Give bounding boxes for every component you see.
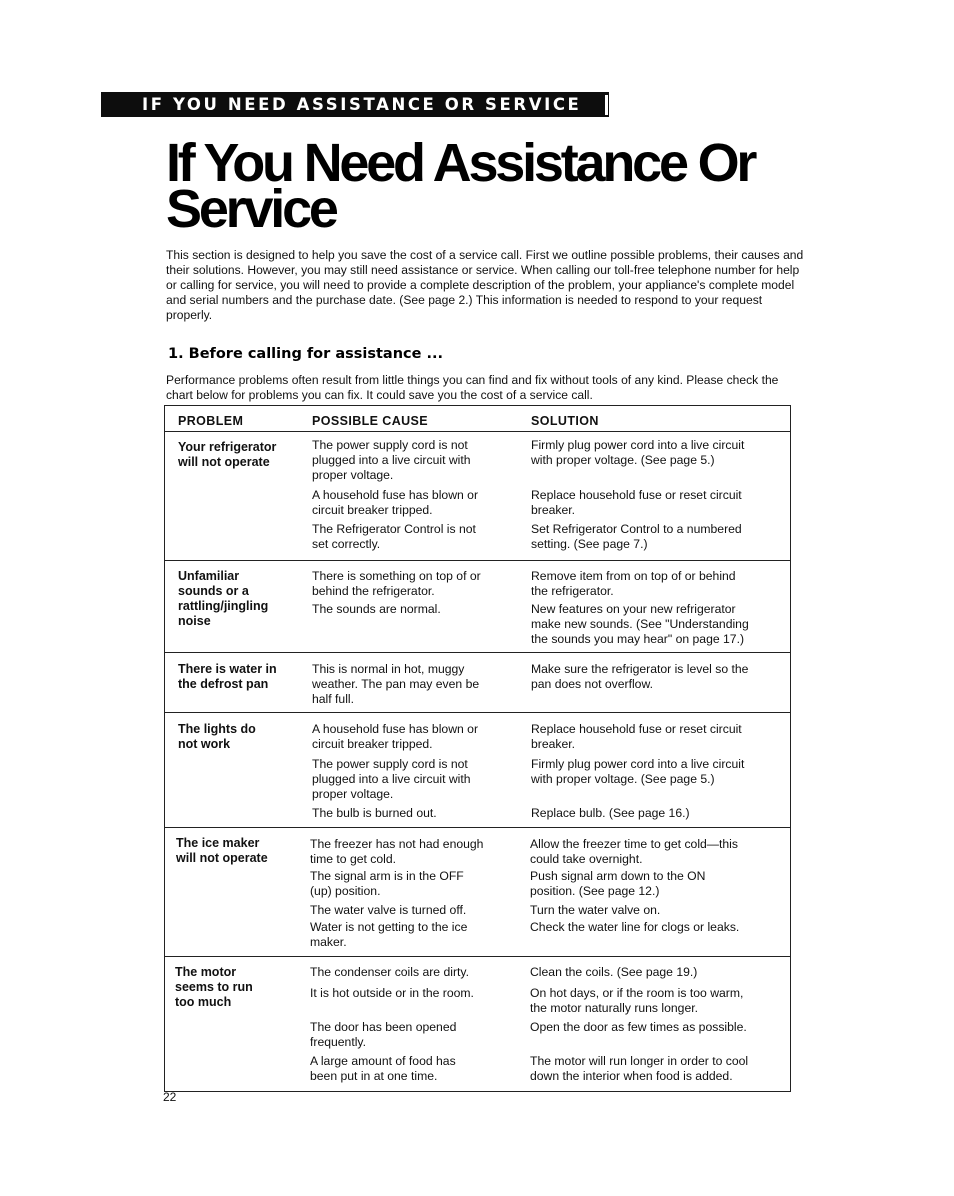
intro-paragraph: This section is designed to help you save the cost of a service call. First we outline possible problems, their causes and their solutions. However, you may still need assistance or service. When calling our toll-free telephone number for help or calling for service, you will need to provide a complete description of the problem, your appliance's complete model and serial numbers and the purchase date. (See page 2.) This information is needed to respond to your request properly. <box>166 248 804 322</box>
row-divider <box>165 827 790 828</box>
row-divider <box>165 956 790 957</box>
cause-cell: The water valve is turned off. <box>310 903 467 917</box>
solution-cell: The motor will run longer in order to cool down the interior when food is added. <box>530 1054 749 1083</box>
solution-cell: Turn the water valve on. <box>530 903 661 917</box>
header-possible-cause: POSSIBLE CAUSE <box>312 414 429 428</box>
cause-cell: The Refrigerator Control is not set correctly. <box>312 522 476 551</box>
solution-cell: Make sure the refrigerator is level so the pan does not overflow. <box>531 662 749 691</box>
header-solution: SOLUTION <box>531 414 599 428</box>
row-divider <box>165 560 790 561</box>
solution-cell: Push signal arm down to the ON position. (See page 12.) <box>530 869 706 898</box>
header-problem: PROBLEM <box>178 414 244 428</box>
problem-motor-runs-too-much: The motor seems to run too much <box>175 965 253 1009</box>
solution-cell: Clean the coils. (See page 19.) <box>530 965 698 979</box>
section-heading: 1. Before calling for assistance ... <box>168 346 444 362</box>
cause-cell: A household fuse has blown or circuit breaker tripped. <box>312 722 479 751</box>
problem-lights-not-work: The lights do not work <box>178 722 256 751</box>
solution-cell: Set Refrigerator Control to a numbered setting. (See page 7.) <box>531 522 742 551</box>
row-divider <box>165 712 790 713</box>
solution-cell: Replace household fuse or reset circuit breaker. <box>531 488 742 517</box>
cause-cell: It is hot outside or in the room. <box>310 986 474 1000</box>
solution-cell: Replace bulb. (See page 16.) <box>531 806 690 820</box>
problem-refrigerator-not-operate: Your refrigerator will not operate <box>178 440 277 469</box>
page-title-line-2: Service <box>166 179 336 239</box>
banner-divider <box>605 95 608 115</box>
solution-cell: Check the water line for clogs or leaks. <box>530 920 740 934</box>
header-divider <box>165 431 790 432</box>
page-title <box>166 133 755 239</box>
cause-cell: The power supply cord is not plugged into a live circuit with proper voltage. <box>312 438 471 482</box>
row-divider <box>165 652 790 653</box>
cause-cell: The freezer has not had enough time to get cold. <box>310 837 484 866</box>
problem-unfamiliar-sounds: Unfamiliar sounds or a rattling/jingling noise <box>178 569 269 628</box>
cause-cell: There is something on top of or behind the refrigerator. <box>312 569 481 598</box>
cause-cell: A large amount of food has been put in at one time. <box>310 1054 456 1083</box>
cause-cell: The bulb is burned out. <box>312 806 437 820</box>
performance-paragraph: Performance problems often result from little things you can find and fix without tools of any kind. Please check the chart below for problems you can fix. It could save you the cost of a service call. <box>166 373 779 402</box>
troubleshooting-table <box>164 405 791 1092</box>
solution-cell: Firmly plug power cord into a live circuit with proper voltage. (See page 5.) <box>531 757 745 786</box>
solution-cell: On hot days, or if the room is too warm, the motor naturally runs longer. <box>530 986 744 1015</box>
solution-cell: New features on your new refrigerator make new sounds. (See "Understanding the sounds you may hear" on page 17.) <box>531 602 749 646</box>
page-title-line-1: If You Need Assistance Or <box>166 133 755 193</box>
solution-cell: Replace household fuse or reset circuit breaker. <box>531 722 742 751</box>
cause-cell: The door has been opened frequently. <box>310 1020 457 1049</box>
solution-cell: Open the door as few times as possible. <box>530 1020 747 1034</box>
solution-cell: Remove item from on top of or behind the refrigerator. <box>531 569 736 598</box>
problem-ice-maker-not-operate: The ice maker will not operate <box>176 836 268 865</box>
solution-cell: Allow the freezer time to get cold—this could take overnight. <box>530 837 738 866</box>
cause-cell: A household fuse has blown or circuit breaker tripped. <box>312 488 479 517</box>
cause-cell: The power supply cord is not plugged into a live circuit with proper voltage. <box>312 757 471 801</box>
cause-cell: The sounds are normal. <box>312 602 441 616</box>
page-number: 22 <box>163 1090 177 1104</box>
cause-cell: Water is not getting to the ice maker. <box>310 920 468 949</box>
solution-cell: Firmly plug power cord into a live circuit with proper voltage. (See page 5.) <box>531 438 745 467</box>
cause-cell: This is normal in hot, muggy weather. The pan may even be half full. <box>312 662 480 706</box>
cause-cell: The condenser coils are dirty. <box>310 965 469 979</box>
section-banner: IF YOU NEED ASSISTANCE OR SERVICE <box>101 92 609 117</box>
problem-water-in-defrost-pan: There is water in the defrost pan <box>178 662 277 691</box>
cause-cell: The signal arm is in the OFF (up) position. <box>310 869 464 898</box>
